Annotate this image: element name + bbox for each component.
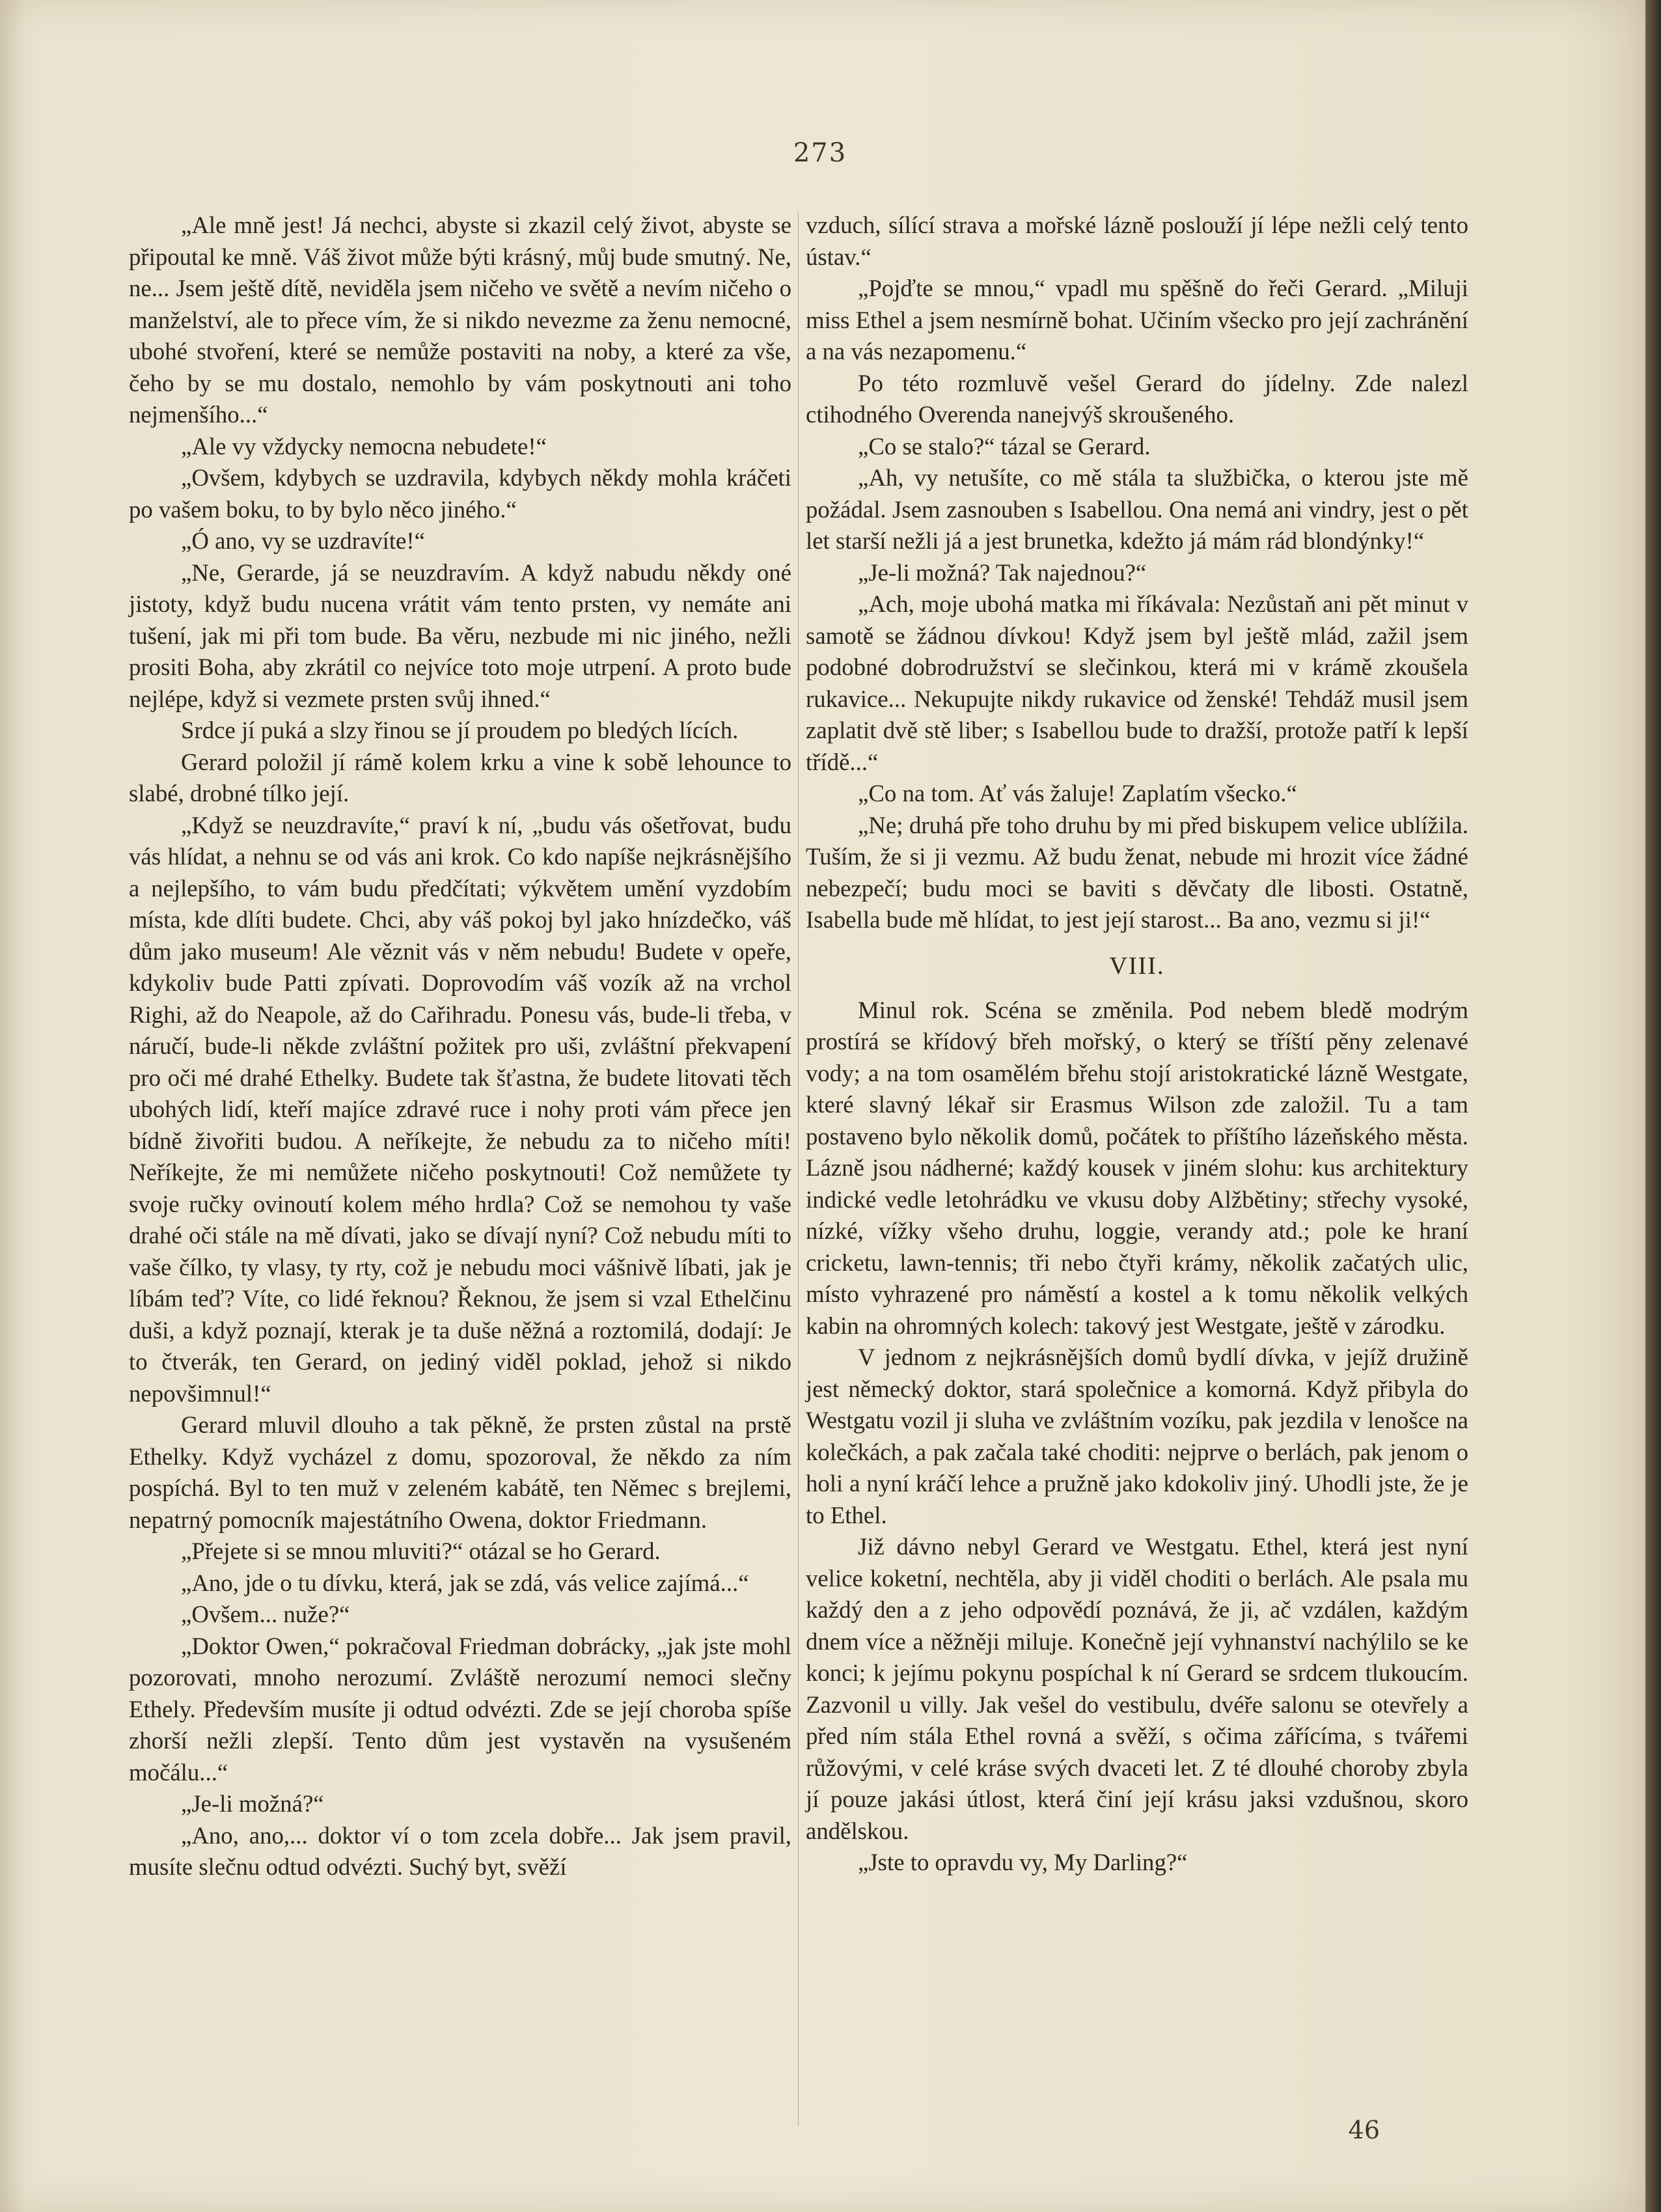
paragraph: V jednom z nejkrásnějších domů bydlí dívka, v jejíž družině jest německý doktor, stará společnice a komorná. Když přibyla do Westgatu vozil ji sluha ve zvláštním vozíku, pak jezdila v lenošce na kolečkách, a pak začala také choditi: nejprve o berlách, pak jenom o holi a nyní kráčí lehce a pružně jako kdokoliv jiný. Uhodli jste, že je to Ethel.: [806, 1344, 1468, 1528]
paragraph: „Když se neuzdravíte,“ praví k ní, „budu vás ošetřovat, budu vás hlídat, a nehnu se od vás ani krok. Co kdo napíše nejkrásnějšího a nejlepšího, to vám budu předčítati; výkvětem umění vyzdobím místa, kde dlíti budete. Chci, aby váš pokoj byl jako hnízdečko, váš dům jako museum! Ale věznit vás v něm nebudu! Budete v opeře, kdykoliv bude Patti zpívati. Doprovodím váš vozík až na vrchol Righi, až do Neapole, až do Cařihradu. Ponesu vás, bude-li třeba, v náručí, bude-li někde zvláštní požitek pro uši, zvláštní překvapení pro oči mé drahé Ethelky. Budete tak šťastna, že budete litovati těch ubohých lidí, kteří majíce zdravé ruce i nohy proti vám přece jen bídně živořiti budou. A neříkejte, že nebudu za to ničeho míti! Neříkejte, že mi nemůžete ničeho poskytnouti! Což nemůžete ty svoje ručky ovinoutí kolem mého hrdla? Což se nemohou ty vaše drahé oči stále na mě dívati, jako se dívají nyní? Což nebudu míti to vaše čílko, ty vlasy, ty rty, což je nebudu moci vášnivě líbati, jak je líbám teď? Víte, co lidé řeknou? Řeknou, že jsem si vzal Ethelčinu duši, a když poznají, kterak je ta duše něžná a roztomilá, dodají: Je to čtverák, ten Gerard, on jediný viděl poklad, jehož si nikdo nepovšimnul!“: [129, 811, 791, 1407]
paragraph: „Ale mně jest! Já nechci, abyste si zkazil celý život, abyste se připoutal ke mně. Váš život může býti krásný, můj bude smutný. Ne, ne... Jsem ještě dítě, neviděla jsem ničeho ve světě a nevím ničeho o manželství, ale to přece vím, že si nikdo nevezme za ženu nemocné, ubohé stvoření, které se nemůže postaviti na noby, a které za vše, čeho by se mu dostalo, nemohlo by vám poskytnouti ani toho nejmenšího...“: [129, 212, 791, 428]
paragraph: „Přejete si se mnou mluviti?“ otázal se ho Gerard.: [181, 1538, 661, 1564]
paragraph: „Ano, jde o tu dívku, která, jak se zdá, vás velice zajímá...“: [181, 1569, 749, 1596]
paragraph: „Jste to opravdu vy, My Darling?“: [858, 1849, 1188, 1875]
paragraph: „Ne; druhá pře toho druhu by mi před biskupem velice ublížila. Tuším, že si ji vezmu. Až budu ženat, nebude mi hrozit více žádné nebezpečí; budu moci se baviti s děvčaty dle libosti. Ostatně, Isabella bude mě hlídat, to jest její starost... Ba ano, vezmu si ji!“: [806, 811, 1468, 933]
paragraph: Minul rok. Scéna se změnila. Pod nebem bledě modrým prostírá se křídový břeh mořský, o který se tříští pěny zelenavé vody; a na tom osamělém břehu stojí aristokratické lázně Westgate, které slavný lékař sir Erasmus Wilson zde založil. Tu a tam postaveno bylo několik domů, počátek to příštího lázeňského města. Lázně jsou nádherné; každý kousek v jiném slohu: kus architektury indické vedle letohrádku ve vkusu doby Alžbětiny; střechy vysoké, nízké, vížky všeho druhu, loggie, verandy atd.; pole ke hraní cricketu, lawn-tennis; tři nebo čtyři krámy, několik začatých ulic, místo vyhrazené pro náměstí a kostel a k tomu několik velkých kabin na ohromných kolech: takový jest Westgate, ještě v zárodku.: [806, 996, 1468, 1339]
paragraph: „Ale vy vždycky nemocna nebudete!“: [181, 432, 547, 460]
paragraph: „Doktor Owen,“ pokračoval Friedman dobrácky, „jak jste mohl pozorovati, mnoho nerozumí. Zvláště nerozumí nemoci slečny Ethely. Především musíte ji odtud odvézti. Zde se její choroba spíše zhorší nežli zlepší. Tento dům jest vystavěn na vysušeném močálu...“: [129, 1632, 791, 1786]
paragraph: „Ach, moje ubohá matka mi říkávala: Nezůstaň ani pět minut v samotě se žádnou dívkou! Když jsem byl ještě mlád, zažil jsem podobné dobrodružství se slečinkou, která mi v krámě zkoušela rukavice... Nekupujte nikdy rukavice od ženské! Tehdáž musil jsem zaplatit dvě stě liber; s Isabellou bude to dražší, protože patří k lepší třídě...“: [806, 590, 1468, 775]
paragraph: „Ovšem, kdybych se uzdravila, kdybych někdy mohla kráčeti po vašem boku, to by bylo něco jiného.“: [129, 464, 791, 523]
right-column: [806, 210, 1468, 1879]
chapter-heading: VIII.: [1109, 952, 1165, 980]
page-number: 273: [793, 138, 847, 168]
paragraph: Již dávno nebyl Gerard ve Westgatu. Ethel, která jest nyní velice koketní, nechtěla, aby ji viděl choditi o berlách. Ale psala mu každý den a z jeho odpovědí poznává, že ji, ač vzdálen, každým dnem více a něžněji miluje. Konečně její vyhnanství nachýlilo se ke konci; k jejímu pokynu pospíchal k ní Gerard se srdcem tlukoucím. Zazvonil u villy. Jak vešel do vestibulu, dvéře salonu se otevřely a před ním stála Ethel rovná a svěží, s očima zářícíma, s tvářemi růžovými, v celé kráse svých dvaceti let. Z té dlouhé choroby zbyla jí pouze jakási útlost, která činí její krásu jaksi vzdušnou, skoro andělskou.: [806, 1533, 1468, 1844]
paragraph: Gerard položil jí rámě kolem krku a vine k sobě lehounce to slabé, drobné tílko její.: [129, 748, 791, 807]
paragraph: „Ó ano, vy se uzdravíte!“: [181, 527, 425, 554]
page-edge: [1645, 0, 1661, 2212]
paragraph: Srdce jí puká a slzy řinou se jí proudem po bledých lících.: [181, 717, 739, 743]
paragraph: Po této rozmluvě vešel Gerard do jídelny. Zde nalezl ctihodného Overenda nanejvýš skroušeného.: [806, 369, 1468, 428]
paragraph: „Ovšem... nuže?“: [181, 1601, 350, 1627]
paragraph: „Ne, Gerarde, já se neuzdravím. A když nabudu někdy oné jistoty, když budu nucena vrátit vám tento prsten, vy nemáte ani tušení, jak mi při tom bude. Ba věru, nezbude mi nic jiného, nežli prositi Boha, aby zkrátil co nejvíce toto moje utrpení. A proto bude nejlépe, když si vezmete prsten svůj ihned.“: [129, 559, 791, 712]
paragraph: „Ah, vy netušíte, co mě stála ta službička, o kterou jste mě požádal. Jsem zasnouben s Isabellou. Ona nemá ani vindry, jest o pět let starší nežli já a jest brunetka, kdežto já mám rád blondýnky!“: [806, 464, 1468, 554]
paragraph: „Co se stalo?“ tázal se Gerard.: [858, 432, 1151, 460]
column-divider: [798, 212, 799, 2126]
paragraph: „Co na tom. Ať vás žaluje! Zaplatím všecko.“: [858, 780, 1297, 807]
paragraph: „Ano, ano,... doktor ví o tom zcela dobře... Jak jsem pravil, musíte slečnu odtud odvézti. Suchý byt, svěží: [129, 1821, 791, 1880]
paragraph: vzduch, sílící strava a mořské lázně poslouží jí lépe nežli celý tento ústav.“: [806, 212, 1468, 270]
paragraph: „Je-li možná? Tak najednou?“: [858, 559, 1147, 586]
paragraph: „Pojďte se mnou,“ vpadl mu spěšně do řeči Gerard. „Miluji miss Ethel a jsem nesmírně bohat. Učiním všecko pro její zachránění a na vás nezapomenu.“: [806, 275, 1468, 365]
paragraph: „Je-li možná?“: [181, 1790, 324, 1817]
signature-mark: 46: [1348, 2116, 1380, 2144]
left-column: [129, 210, 791, 1883]
paragraph: Gerard mluvil dlouho a tak pěkně, že prsten zůstal na prstě Ethelky. Když vycházel z domu, spozoroval, že někdo za ním pospíchá. Byl to ten muž v zeleném kabátě, ten Němec s brejlemi, nepatrný pomocník majestátního Owena, doktor Friedmann.: [129, 1411, 791, 1533]
